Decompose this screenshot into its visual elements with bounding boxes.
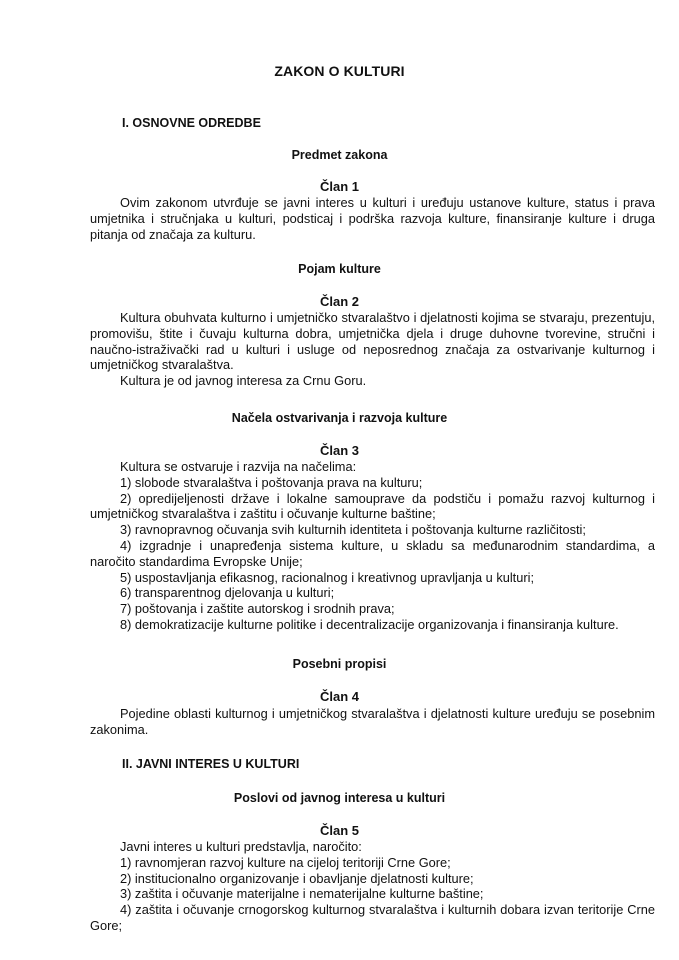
article-1-number: Član 1: [319, 179, 359, 194]
section-heading-2: II. JAVNI INTERES U KULTURI: [122, 757, 300, 771]
document-title: ZAKON O KULTURI: [274, 63, 405, 79]
section-heading-1: I. OSNOVNE ODREDBE: [122, 116, 261, 130]
article-3-body: [90, 459, 655, 633]
paragraph: Pojedine oblasti kulturnog i umjetničkog stvaralaštva i djelatnosti kulture uređuju se posebnim zakonima.: [90, 706, 655, 737]
article-3-heading: Načela ostvarivanja i razvoja kulture: [231, 411, 448, 425]
article-2-heading: Pojam kulture: [298, 262, 381, 276]
paragraph: Ovim zakonom utvrđuje se javni interes u kulturi i uređuju ustanove kulture, status i prava umjetnika i stručnjaka u kulturi, podsticaj i podrška razvoja kulture, finansiranje kulture i druga pitanja od značaja za kulturu.: [90, 195, 655, 242]
article-5-number: Član 5: [319, 823, 359, 838]
list-item: 3) ravnopravnog očuvanja svih kulturnih identiteta i poštovanja kulturne različitosti;: [120, 522, 586, 538]
list-item: 2) opredijeljenosti države i lokalne samouprave da podstiču i pomažu razvoj kulturnog i umjetničkog stvaralaštva i zaštitu i očuvanje kulturne baštine;: [90, 490, 655, 522]
article-4-heading: Posebni propisi: [292, 657, 387, 671]
paragraph: Kultura je od javnog interesa za Crnu Goru.: [120, 373, 367, 389]
list-item: 7) poštovanja i zaštite autorskog i srodnih prava;: [120, 601, 395, 617]
article-1-body: [90, 195, 655, 242]
article-3-number: Član 3: [319, 443, 359, 458]
list-item: 3) zaštita i očuvanje materijalne i nematerijalne kulturne baštine;: [120, 886, 484, 902]
paragraph: Javni interes u kulturi predstavlja, naročito:: [120, 839, 362, 854]
list-item: 8) demokratizacije kulturne politike i decentralizacije organizovanja i finansiranja kulture.: [120, 616, 619, 632]
list-item: 5) uspostavljanja efikasnog, racionalnog i kreativnog upravljanja u kulturi;: [120, 569, 535, 585]
article-2-number: Član 2: [319, 294, 359, 309]
list-item: 4) zaštita i očuvanje crnogorskog kulturnog stvaralaštva i kulturnih dobara izvan teritorije Crne Gore;: [90, 902, 655, 933]
article-4-number: Član 4: [319, 689, 359, 704]
list-item: 2) institucionalno organizovanje i obavljanje djelatnosti kulture;: [120, 870, 474, 886]
article-1-heading: Predmet zakona: [291, 148, 388, 162]
article-4-body: [90, 706, 655, 738]
list-item: 4) izgradnje i unapređenja sistema kulture, u skladu sa međunarodnim standardima, a naročito standardima Evropske Unije;: [90, 537, 655, 569]
article-2-body: [90, 310, 655, 389]
article-5-heading: Poslovi od javnog interesa u kulturi: [233, 791, 446, 805]
paragraph: Kultura obuhvata kulturno i umjetničko stvaralaštvo i djelatnosti kojima se stvaraju, prezentuju, promovišu, štite i čuvaju kulturna dobra, umjetnička djela i druge duhovne tvorevine, stručni i naučno-istraživački rad u kulturi i usluge od neposrednog značaja za ostvarivanje kulturnog i umjetničkog stvaralaštva.: [90, 310, 655, 373]
list-item: 6) transparentnog djelovanja u kulturi;: [120, 585, 335, 601]
list-item: 1) slobode stvaralaštva i poštovanja prava na kulturu;: [120, 474, 423, 490]
paragraph: Kultura se ostvaruje i razvija na načelima:: [120, 459, 357, 474]
article-5-body: [90, 839, 655, 934]
list-item: 1) ravnomjeran razvoj kulture na cijeloj teritoriji Crne Gore;: [120, 854, 451, 870]
